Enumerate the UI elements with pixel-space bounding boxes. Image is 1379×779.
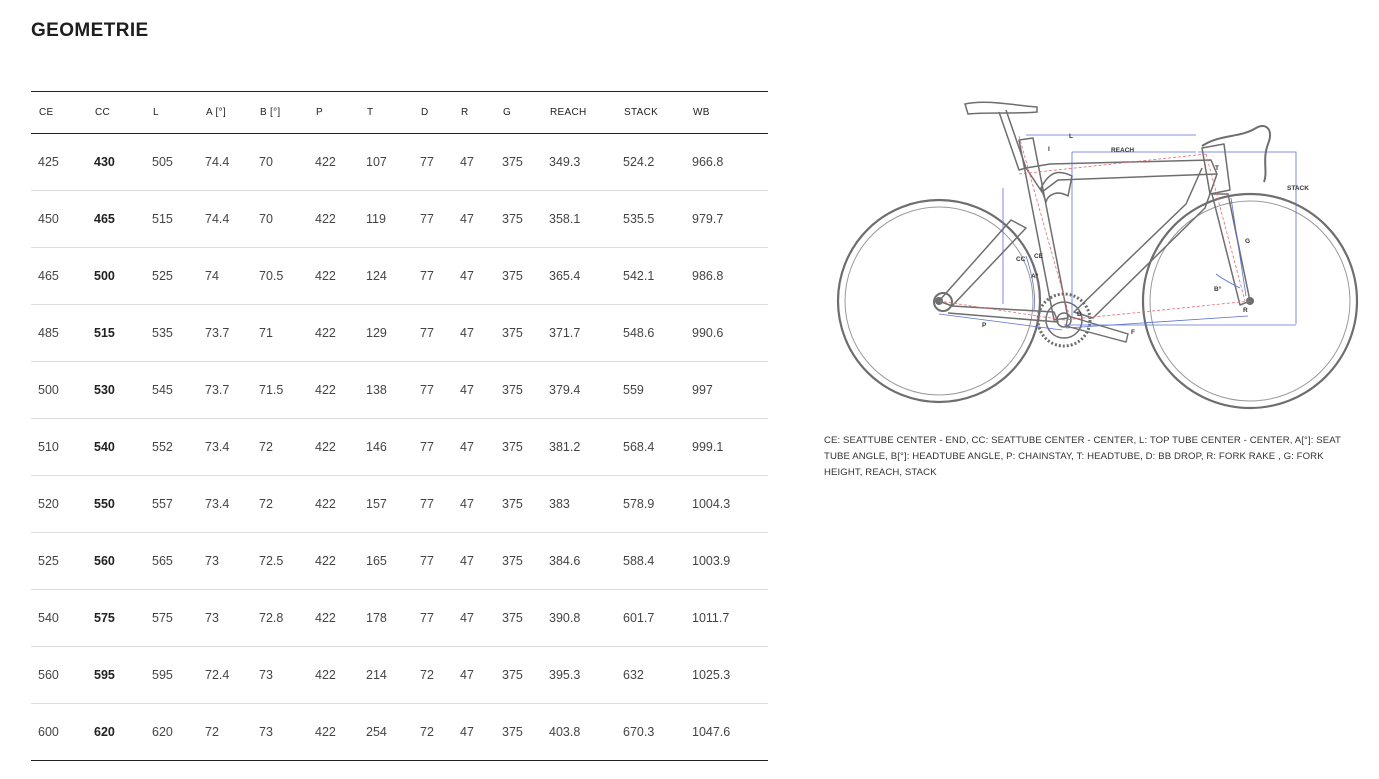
table-cell: 422 [308, 305, 359, 362]
label-stack: STACK [1287, 185, 1309, 192]
table-cell: 535.5 [616, 191, 685, 248]
table-cell: 595 [87, 647, 145, 704]
table-cell: 138 [359, 362, 413, 419]
table-row [31, 191, 768, 248]
table-cell: 1047.6 [692, 725, 731, 739]
table-cell: 47 [453, 248, 495, 305]
table-row [31, 248, 768, 305]
table-cell: 465 [87, 191, 145, 248]
table-cell: 375 [495, 419, 542, 476]
table-cell: 178 [359, 590, 413, 647]
table-row [31, 704, 768, 761]
table-cell: 157 [359, 476, 413, 533]
table-cell: 390.8 [542, 590, 616, 647]
table-cell: 47 [453, 419, 495, 476]
table-cell: 525 [31, 533, 87, 590]
table-cell: 73.7 [198, 362, 252, 419]
label-g: G [1245, 238, 1251, 245]
table-cell: 384.6 [542, 533, 616, 590]
table-cell: 530 [87, 362, 145, 419]
table-cell: 450 [31, 191, 87, 248]
table-cell: 375 [495, 476, 542, 533]
table-cell: 430 [87, 134, 145, 191]
table-cell: 575 [145, 590, 198, 647]
table-cell: 632 [616, 647, 685, 704]
table-cell: 74.4 [198, 134, 252, 191]
table-cell: 124 [359, 248, 413, 305]
table-cell: 70 [252, 191, 308, 248]
table-cell: 422 [308, 647, 359, 704]
table-cell: 72 [420, 725, 434, 739]
table-cell: 575 [87, 590, 145, 647]
table-cell: 505 [145, 134, 198, 191]
table-cell: 254 [366, 725, 387, 739]
table-cell: 986.8 [685, 248, 768, 305]
table-body [31, 134, 768, 761]
label-d: D [1077, 311, 1082, 318]
table-row [31, 419, 768, 476]
table-cell: 1004.3 [685, 476, 768, 533]
table-cell: 524.2 [616, 134, 685, 191]
table-cell: 1003.9 [685, 533, 768, 590]
table-cell: 349.3 [542, 134, 616, 191]
table-cell: 74 [198, 248, 252, 305]
table-cell: 70.5 [252, 248, 308, 305]
table-cell: 375 [495, 647, 542, 704]
table-cell: 77 [413, 476, 453, 533]
table-cell: 72 [205, 725, 219, 739]
column-header: R [453, 92, 495, 134]
table-cell: 47 [453, 533, 495, 590]
table-cell: 568.4 [616, 419, 685, 476]
table-cell: 47 [453, 191, 495, 248]
table-cell: 47 [453, 362, 495, 419]
table-cell: 47 [453, 134, 495, 191]
table-cell: 375 [502, 725, 523, 739]
label-b: B° [1214, 286, 1222, 293]
column-header: WB [685, 92, 768, 134]
table-cell: 601.7 [616, 590, 685, 647]
table-cell: 47 [453, 476, 495, 533]
table-cell: 381.2 [542, 419, 616, 476]
table-cell: 990.6 [685, 305, 768, 362]
table-cell: 595 [145, 647, 198, 704]
table-cell: 371.7 [542, 305, 616, 362]
table-cell: 77 [413, 533, 453, 590]
page-title: GEOMETRIE [31, 20, 149, 41]
table-cell: 47 [453, 305, 495, 362]
table-cell: 548.6 [616, 305, 685, 362]
table-cell: 403.8 [549, 725, 581, 739]
table-cell: 395.3 [542, 647, 616, 704]
table-cell: 73.4 [198, 476, 252, 533]
table-cell: 540 [31, 590, 87, 647]
table-cell: 71.5 [252, 362, 308, 419]
column-header: G [495, 92, 542, 134]
table-cell: 535 [145, 305, 198, 362]
table-cell: 379.4 [542, 362, 616, 419]
column-header: L [145, 92, 198, 134]
table-cell: 525 [145, 248, 198, 305]
table-cell: 365.4 [542, 248, 616, 305]
table-cell: 515 [145, 191, 198, 248]
label-reach: REACH [1111, 147, 1135, 154]
column-header: T [359, 92, 413, 134]
table-cell: 375 [495, 533, 542, 590]
table-cell: 47 [460, 725, 474, 739]
table-cell: 552 [145, 419, 198, 476]
measurement-lines [939, 135, 1296, 330]
table-cell: 422 [308, 476, 359, 533]
table-row [31, 362, 768, 419]
bike-geometry-diagram [836, 98, 1360, 410]
table-cell: 375 [495, 248, 542, 305]
table-cell: 979.7 [685, 191, 768, 248]
column-header: CE [31, 92, 87, 134]
table-cell: 72 [252, 476, 308, 533]
column-header: CC [87, 92, 145, 134]
table-cell: 560 [31, 647, 87, 704]
table-cell: 383 [542, 476, 616, 533]
table-cell: 588.4 [616, 533, 685, 590]
column-header: D [413, 92, 453, 134]
table-cell: 578.9 [616, 476, 685, 533]
table-cell: 77 [413, 419, 453, 476]
table-cell: 73 [198, 590, 252, 647]
table-cell: 1025.3 [685, 647, 768, 704]
table-cell: 550 [87, 476, 145, 533]
table-cell: 72.8 [252, 590, 308, 647]
table-cell: 422 [308, 134, 359, 191]
table-cell: 515 [87, 305, 145, 362]
table-row [31, 533, 768, 590]
table-cell: 214 [359, 647, 413, 704]
table-cell: 542.1 [616, 248, 685, 305]
table-cell: 47 [453, 647, 495, 704]
bike-frame [939, 110, 1250, 322]
table-cell: 966.8 [685, 134, 768, 191]
column-header: A [°] [198, 92, 252, 134]
label-r: R [1243, 307, 1248, 314]
table-cell: 375 [495, 191, 542, 248]
table-cell: 425 [31, 134, 87, 191]
label-i: I [1048, 146, 1050, 153]
table-cell: 560 [87, 533, 145, 590]
table-cell: 422 [308, 419, 359, 476]
table-row [31, 476, 768, 533]
table-cell: 70 [252, 134, 308, 191]
table-cell: 600 [38, 725, 59, 739]
table-row [31, 647, 768, 704]
table-cell: 146 [359, 419, 413, 476]
table-cell: 500 [87, 248, 145, 305]
column-header: P [308, 92, 359, 134]
table-cell: 375 [495, 590, 542, 647]
table-header-row [31, 92, 768, 134]
table-cell: 358.1 [542, 191, 616, 248]
table-cell: 74.4 [198, 191, 252, 248]
table-cell: 620 [94, 725, 115, 739]
table-cell: 510 [31, 419, 87, 476]
saddle [965, 102, 1037, 114]
column-header: STACK [616, 92, 685, 134]
table-cell: 72.4 [198, 647, 252, 704]
label-cc: CC [1016, 256, 1026, 263]
table-cell: 375 [495, 134, 542, 191]
table-cell: 422 [308, 191, 359, 248]
table-cell: 73.4 [198, 419, 252, 476]
table-cell: 422 [308, 362, 359, 419]
table-cell: 559 [616, 362, 685, 419]
table-cell: 77 [413, 305, 453, 362]
table-cell: 77 [413, 248, 453, 305]
table-cell: 520 [31, 476, 87, 533]
table-cell: 77 [413, 134, 453, 191]
table-cell: 557 [145, 476, 198, 533]
geometry-table [31, 91, 768, 761]
table-cell: 620 [152, 725, 173, 739]
crankset [1038, 294, 1128, 346]
column-header: REACH [542, 92, 616, 134]
label-l: L [1069, 133, 1073, 140]
table-cell: 77 [413, 191, 453, 248]
table-cell: 465 [31, 248, 87, 305]
table-cell: 1011.7 [685, 590, 768, 647]
table-cell: 73 [198, 533, 252, 590]
table-cell: 422 [308, 590, 359, 647]
table-cell: 73.7 [198, 305, 252, 362]
table-cell: 422 [308, 533, 359, 590]
table-cell: 72 [252, 419, 308, 476]
table-cell: 165 [359, 533, 413, 590]
label-p: P [982, 322, 987, 329]
table-cell: 485 [31, 305, 87, 362]
column-header: B [°] [252, 92, 308, 134]
table-cell: 129 [359, 305, 413, 362]
table-cell: 77 [413, 590, 453, 647]
table-cell: 77 [413, 362, 453, 419]
label-t: T [1215, 165, 1219, 172]
table-cell: 422 [308, 248, 359, 305]
table-cell: 999.1 [685, 419, 768, 476]
geometry-legend: CE: SEATTUBE CENTER - END, CC: SEATTUBE CENTER - CENTER, L: TOP TUBE CENTER - CENTER, A[°]: SEAT TUBE ANGLE, B[°]: HEADTUBE ANGLE, P: CHAINSTAY, T: HEADTUBE, D: BB DROP, R: FORK RAKE , G: FORK HEIGHT, REACH, STACK [824, 435, 1341, 478]
table-cell: 500 [31, 362, 87, 419]
table-cell: 72 [413, 647, 453, 704]
table-cell: 73 [259, 725, 273, 739]
table-cell: 73 [252, 647, 308, 704]
table-cell: 375 [495, 362, 542, 419]
table-cell: 422 [315, 725, 336, 739]
table-cell: 997 [685, 362, 768, 419]
table-cell: 47 [453, 590, 495, 647]
table-cell: 71 [252, 305, 308, 362]
label-ce: CE [1034, 253, 1044, 260]
table-cell: 107 [359, 134, 413, 191]
table-cell: 540 [87, 419, 145, 476]
table-cell: 545 [145, 362, 198, 419]
table-row [31, 305, 768, 362]
table-cell: 119 [359, 191, 413, 248]
label-f: F [1131, 329, 1135, 336]
table-cell: 670.3 [623, 725, 655, 739]
table-cell: 375 [495, 305, 542, 362]
table-cell: 565 [145, 533, 198, 590]
label-a: A° [1031, 273, 1039, 280]
table-row [31, 134, 768, 191]
table-cell: 72.5 [252, 533, 308, 590]
table-row [31, 590, 768, 647]
